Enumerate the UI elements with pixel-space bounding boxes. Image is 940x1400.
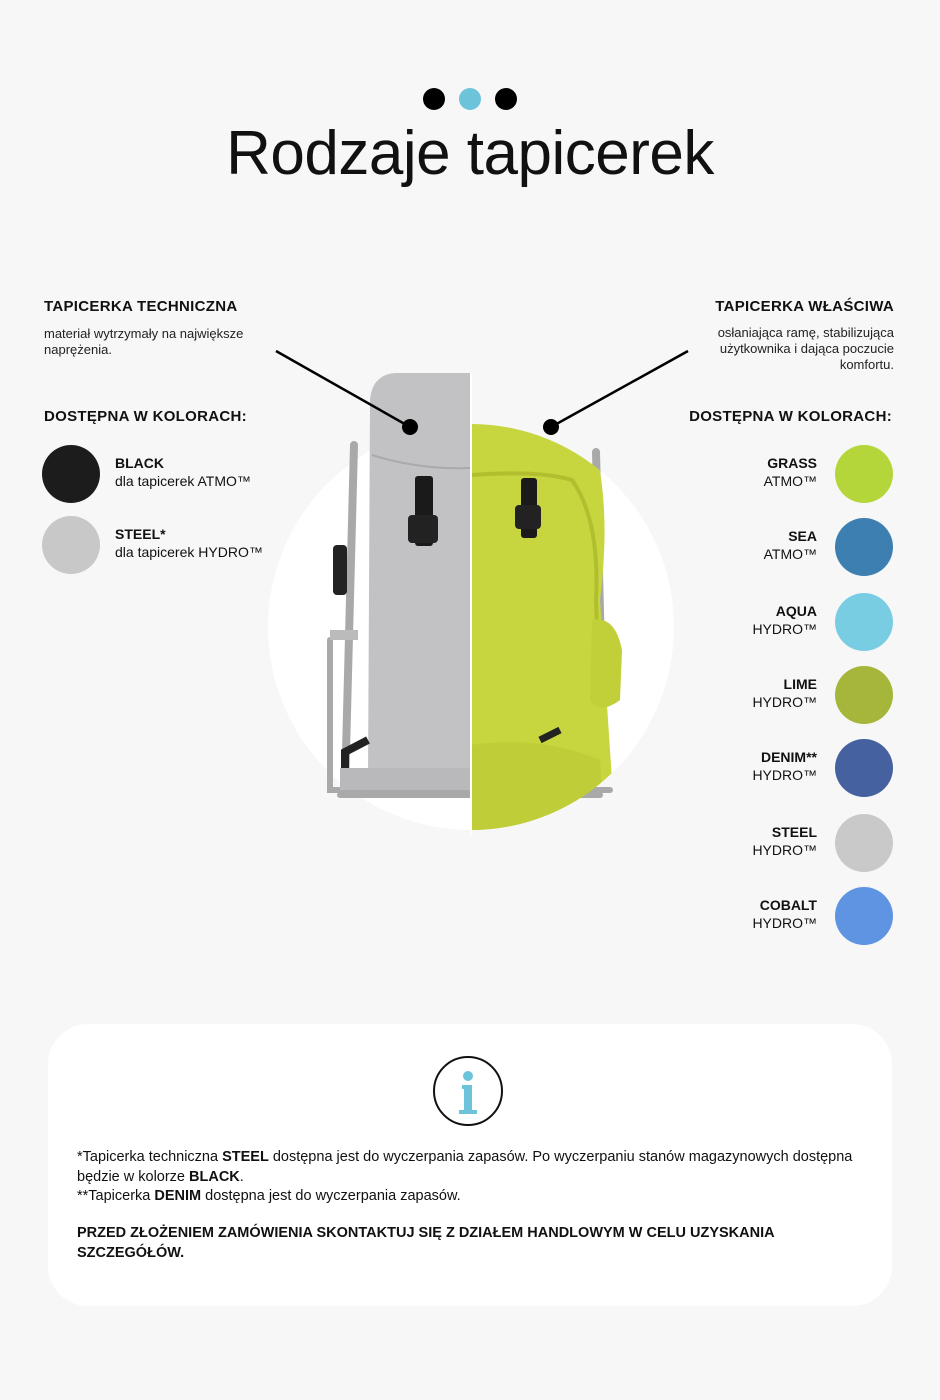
technical-upholstery-description: materiał wytrzymały na największe naprężenia. [44, 326, 244, 357]
right-colors-heading: DOSTĘPNA W KOLORACH: [689, 408, 892, 425]
proper-upholstery-description: osłaniająca ramę, stabilizująca użytkownika i dająca poczucie komfortu. [717, 325, 894, 372]
contact-warning: PRZED ZŁOŻENIEM ZAMÓWIENIA SKONTAKTUJ SIĘ Z DZIAŁEM HANDLOWYM W CELU UZYSKANIA SZCZEGÓŁÓW. [77, 1225, 775, 1261]
pointer-line-proper [551, 351, 688, 427]
pointer-dot-proper [543, 419, 559, 435]
swatch-sea-label: SEA ATMO™ [763, 528, 817, 562]
pointer-dot-technical [402, 419, 418, 435]
note-denim: **Tapicerka DENIM dostępna jest do wyczerpania zapasów. [77, 1188, 461, 1204]
swatch-aqua-label: AQUA HYDRO™ [752, 603, 817, 637]
swatch-steel-label: STEEL* dla tapicerek HYDRO™ [115, 526, 263, 560]
info-icon [433, 1056, 503, 1126]
note-steel: *Tapicerka techniczna STEEL dostępna jest do wyczerpania zapasów. Po wyczerpaniu stanów magazynowych dostępna będzie w kolorze BLACK. [77, 1149, 853, 1185]
swatch-black-label: BLACK dla tapicerek ATMO™ [115, 455, 251, 489]
swatch-steel-hydro-label: STEEL HYDRO™ [752, 824, 817, 858]
page-title: Rodzaje tapicerek [226, 119, 714, 188]
swatch-grass-label: GRASS ATMO™ [763, 455, 817, 489]
technical-upholstery-heading: TAPICERKA TECHNICZNA [44, 298, 238, 315]
info-notes [77, 1148, 857, 1207]
proper-upholstery-heading: TAPICERKA WŁAŚCIWA [715, 298, 894, 315]
swatch-denim-label: DENIM** HYDRO™ [752, 749, 817, 783]
swatch-cobalt-label: COBALT HYDRO™ [752, 897, 817, 931]
swatch-lime-label: LIME HYDRO™ [752, 676, 817, 710]
left-colors-heading: DOSTĘPNA W KOLORACH: [44, 408, 247, 425]
